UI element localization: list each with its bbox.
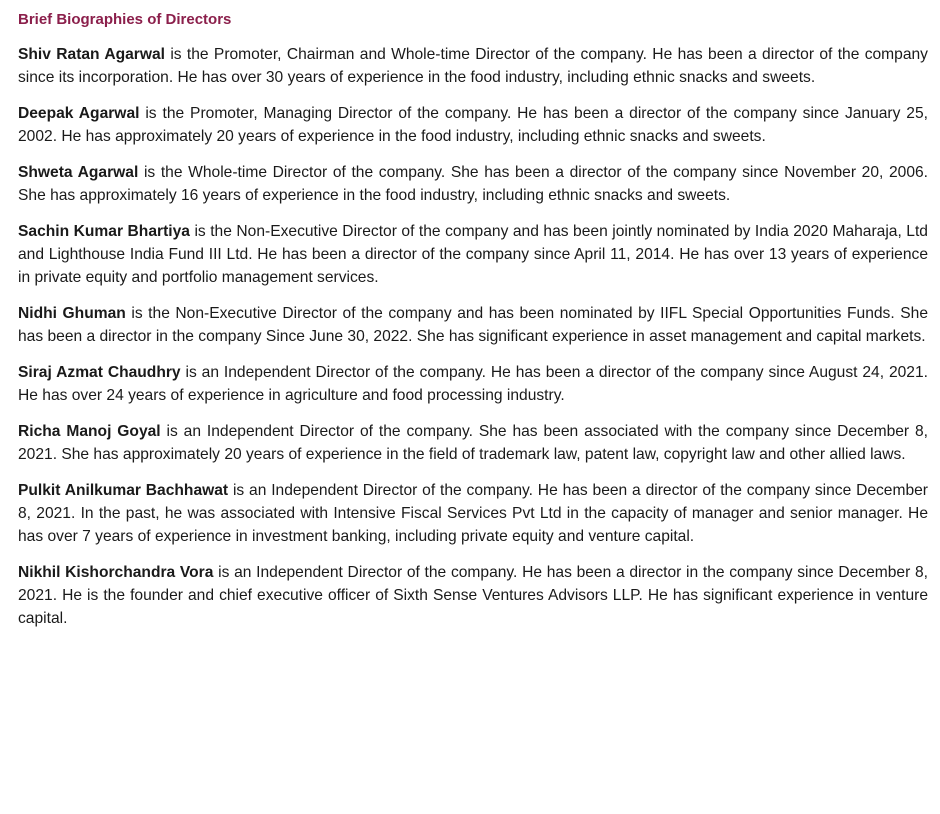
director-description: is an Independent Director of the company. He has been a director of the company since December 8, 2021. In the past, he was associated with Intensive Fiscal Services Pvt Ltd in the capacity of manager and senior manager. He has over 7 years of experience in investment banking, including private equity and venture capital. bbox=[18, 482, 928, 545]
director-bio bbox=[18, 561, 928, 630]
director-name: Shiv Ratan Agarwal bbox=[18, 46, 165, 63]
director-description: is the Promoter, Chairman and Whole-time Director of the company. He has been a director of the company since its incorporation. He has over 30 years of experience in the food industry, including ethnic snacks and sweets. bbox=[18, 46, 928, 86]
director-name: Sachin Kumar Bhartiya bbox=[18, 223, 190, 240]
director-bio bbox=[18, 361, 928, 407]
director-bio bbox=[18, 302, 928, 348]
director-bio bbox=[18, 420, 928, 466]
director-name: Nidhi Ghuman bbox=[18, 305, 126, 322]
director-name: Siraj Azmat Chaudhry bbox=[18, 364, 181, 381]
section-title: Brief Biographies of Directors bbox=[18, 11, 232, 28]
director-description: is an Independent Director of the company. He has been a director in the company since December 8, 2021. He is the founder and chief executive officer of Sixth Sense Ventures Advisors LLP. He has significant experience in venture capital. bbox=[18, 564, 928, 627]
director-description: is an Independent Director of the company. She has been associated with the company since December 8, 2021. She has approximately 20 years of experience in the field of trademark law, patent law, copyright law and other allied laws. bbox=[18, 423, 929, 463]
director-name: Deepak Agarwal bbox=[18, 105, 140, 122]
director-bio bbox=[18, 102, 928, 148]
director-description: is an Independent Director of the company. He has been a director of the company since August 24, 2021. He has over 24 years of experience in agriculture and food processing industry. bbox=[18, 364, 928, 404]
director-description: is the Promoter, Managing Director of the company. He has been a director of the company since January 25, 2002. He has approximately 20 years of experience in the food industry, including ethnic snacks and sweets. bbox=[18, 105, 928, 145]
director-name: Nikhil Kishorchandra Vora bbox=[18, 564, 214, 581]
director-description: is the Non-Executive Director of the company and has been nominated by IIFL Special Opportunities Funds. She has been a director in the company Since June 30, 2022. She has significant experience in asset management and capital markets. bbox=[18, 305, 928, 345]
director-description: is the Non-Executive Director of the company and has been jointly nominated by India 2020 Maharaja, Ltd and Lighthouse India Fund III Ltd. He has been a director of the company since April 11, 2014. He has over 13 years of experience in private equity and portfolio management services. bbox=[18, 223, 928, 286]
director-name: Shweta Agarwal bbox=[18, 164, 139, 181]
director-name: Richa Manoj Goyal bbox=[18, 423, 161, 440]
director-bio bbox=[18, 43, 928, 89]
director-bio bbox=[18, 479, 928, 548]
director-name: Pulkit Anilkumar Bachhawat bbox=[18, 482, 229, 499]
director-bio bbox=[18, 220, 928, 289]
director-description: is the Whole-time Director of the company. She has been a director of the company since November 20, 2006. She has approximately 16 years of experience in the food industry, including ethnic snacks and sweets. bbox=[18, 164, 928, 204]
director-bio bbox=[18, 161, 928, 207]
